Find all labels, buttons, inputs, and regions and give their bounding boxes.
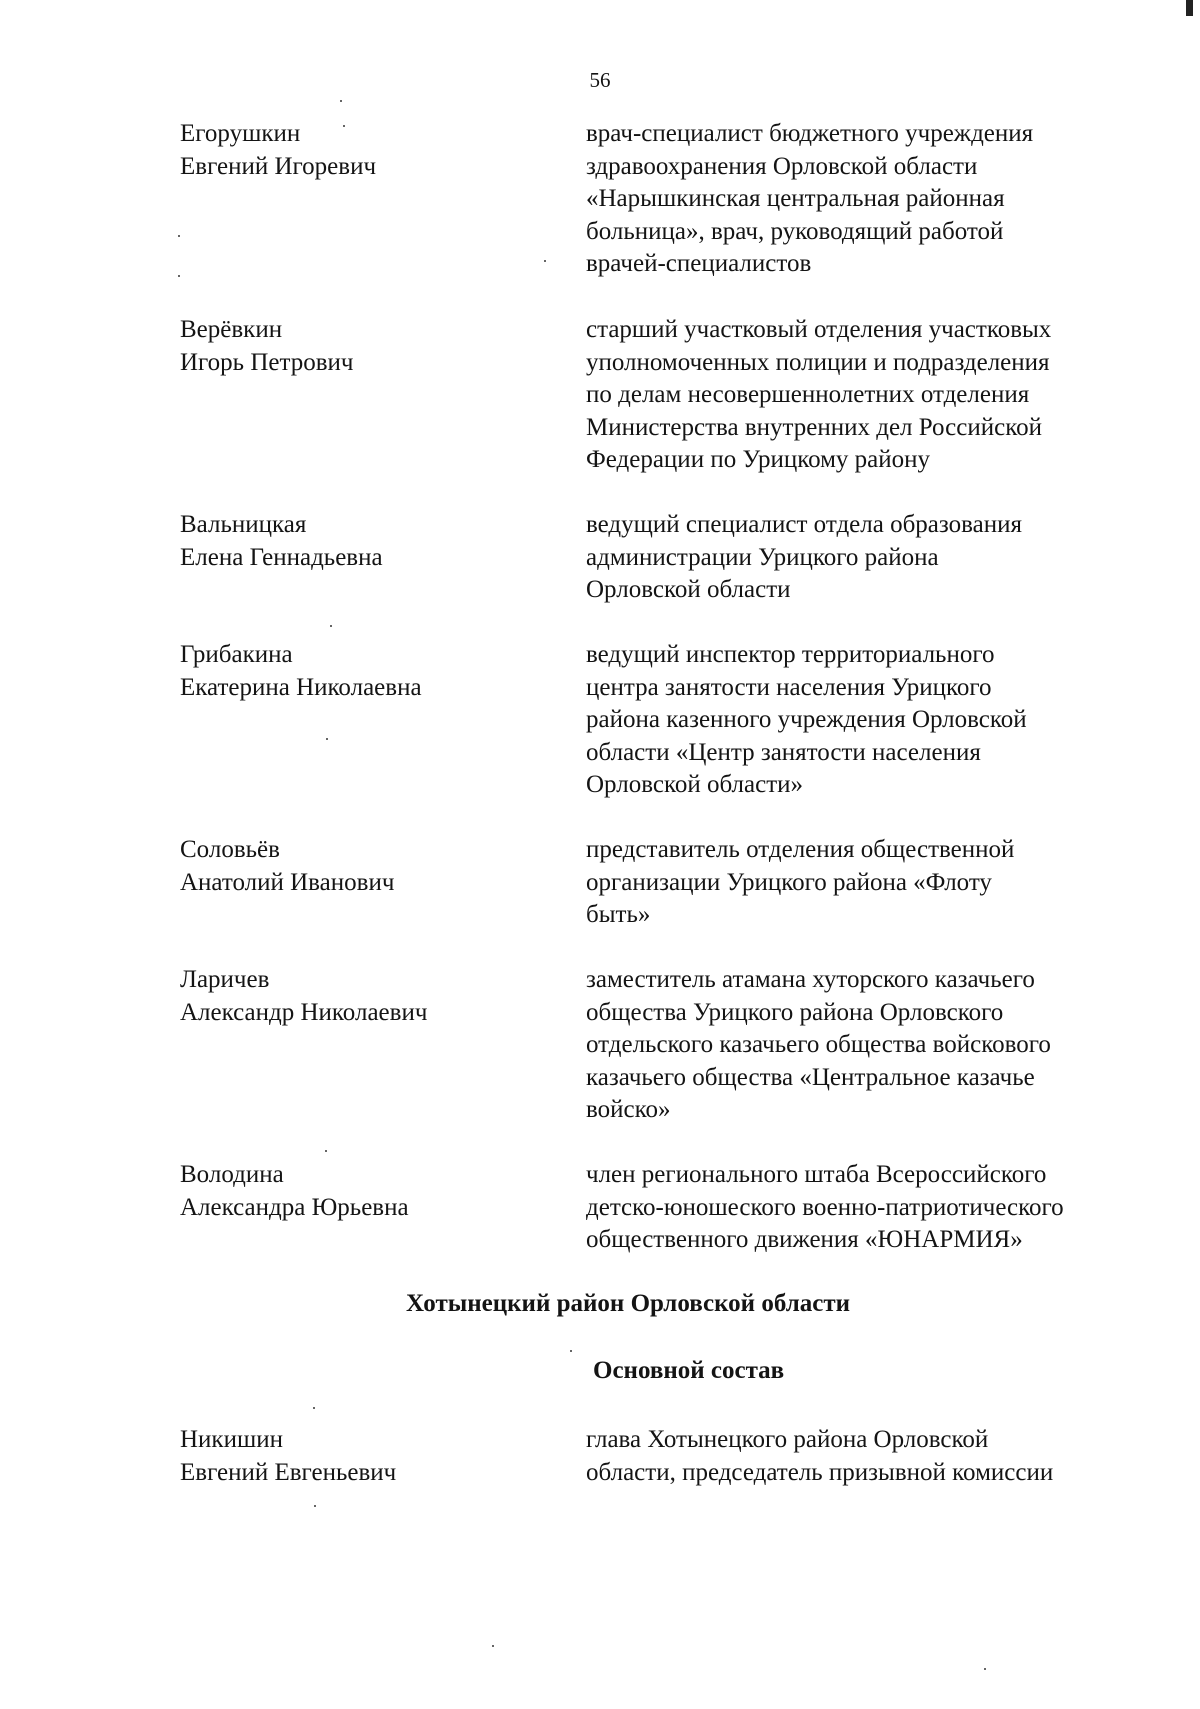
member-role [586, 1159, 1146, 1257]
role-line: области «Центр занятости населения [586, 738, 981, 766]
scan-speck [313, 1407, 315, 1409]
scan-speck [314, 1505, 316, 1507]
member-name [180, 509, 510, 574]
member-role [586, 118, 1146, 281]
member-surname: Вальницкая [180, 511, 307, 538]
role-line: «Нарышкинская центральная районная [586, 185, 1005, 212]
member-surname: Верёвкин [180, 316, 283, 343]
member-given-names: Евгений Игоревич [180, 152, 377, 180]
scan-speck [984, 1668, 986, 1670]
role-line: здравоохранения Орловской области [586, 152, 978, 180]
role-line: уполномоченных полиции и подразделения [586, 348, 1050, 376]
member-name [180, 1159, 510, 1224]
role-line: общества Урицкого района Орловского [586, 998, 1004, 1026]
member-given-names: Игорь Петрович [180, 348, 354, 376]
scan-speck [492, 1645, 494, 1647]
role-line: член регионального штаба Всероссийского [586, 1161, 1047, 1188]
member-given-names: Анатолий Иванович [180, 868, 395, 896]
scan-edge-mark [1186, 0, 1193, 16]
role-line: быть» [586, 901, 651, 928]
scan-speck [178, 275, 180, 277]
role-line: представитель отделения общественной [586, 836, 1015, 863]
role-line: заместитель атамана хуторского казачьего [586, 966, 1035, 993]
member-role [586, 509, 1146, 607]
scan-speck [570, 1350, 572, 1352]
role-line: Орловской области» [586, 771, 804, 798]
scan-speck [330, 625, 332, 627]
member-given-names: Елена Геннадьевна [180, 543, 383, 571]
role-line: Федерации по Урицкому району [586, 446, 931, 473]
member-name [180, 639, 510, 704]
role-line: центра занятости населения Урицкого [586, 673, 992, 701]
role-line: детско-юношеского военно-патриотического [586, 1193, 1064, 1221]
member-given-names: Александра Юрьевна [180, 1193, 409, 1221]
section-heading: Хотынецкий район Орловской области [405, 1290, 851, 1317]
role-line: по делам несовершеннолетних отделения [586, 381, 1030, 408]
member-name [180, 314, 510, 379]
role-line: ведущий инспектор территориального [586, 641, 995, 668]
member-surname: Егорушкин [180, 120, 301, 147]
scan-speck [340, 100, 342, 102]
role-line: врачей-специалистов [586, 250, 812, 277]
role-line: отдельского казачьего общества войскового [586, 1031, 1051, 1058]
member-name [180, 834, 510, 899]
role-line: глава Хотынецкого района Орловской [586, 1426, 989, 1453]
role-line: Орловской области [586, 576, 791, 603]
role-line: ведущий специалист отдела образования [586, 511, 1022, 538]
member-surname: Соловьёв [180, 836, 280, 863]
role-line: администрации Урицкого района [586, 543, 939, 571]
role-line: старший участковый отделения участковых [586, 316, 1052, 343]
member-role [586, 964, 1146, 1127]
page-number: 56 [589, 68, 611, 92]
member-role [586, 834, 1146, 932]
scan-speck [178, 235, 180, 237]
role-line: области, председатель призывной комиссии [586, 1458, 1054, 1486]
member-surname: Никишин [180, 1426, 283, 1453]
member-role [586, 314, 1146, 477]
member-role [586, 639, 1146, 802]
member-surname: Володина [180, 1161, 284, 1188]
scan-speck [325, 1150, 327, 1152]
member-given-names: Евгений Евгеньевич [180, 1458, 397, 1486]
member-surname: Грибакина [180, 641, 293, 668]
scan-speck [544, 260, 546, 262]
role-line: Министерства внутренних дел Российской [586, 413, 1042, 441]
role-line: больница», врач, руководящий работой [586, 217, 1004, 245]
member-name [180, 118, 510, 183]
member-surname: Ларичев [180, 966, 270, 993]
subsection-heading: Основной состав [593, 1357, 785, 1384]
member-given-names: Александр Николаевич [180, 998, 428, 1026]
role-line: организации Урицкого района «Флоту [586, 868, 992, 896]
role-line: войско» [586, 1096, 671, 1123]
role-line: общественного движения «ЮНАРМИЯ» [586, 1226, 1023, 1253]
scan-speck [326, 738, 328, 740]
member-name [180, 1424, 510, 1489]
role-line: врач-специалист бюджетного учреждения [586, 120, 1034, 147]
member-name [180, 964, 510, 1029]
scan-speck [343, 125, 345, 127]
member-given-names: Екатерина Николаевна [180, 673, 422, 701]
role-line: района казенного учреждения Орловской [586, 706, 1027, 733]
member-role [586, 1424, 1146, 1489]
role-line: казачьего общества «Центральное казачье [586, 1063, 1035, 1091]
